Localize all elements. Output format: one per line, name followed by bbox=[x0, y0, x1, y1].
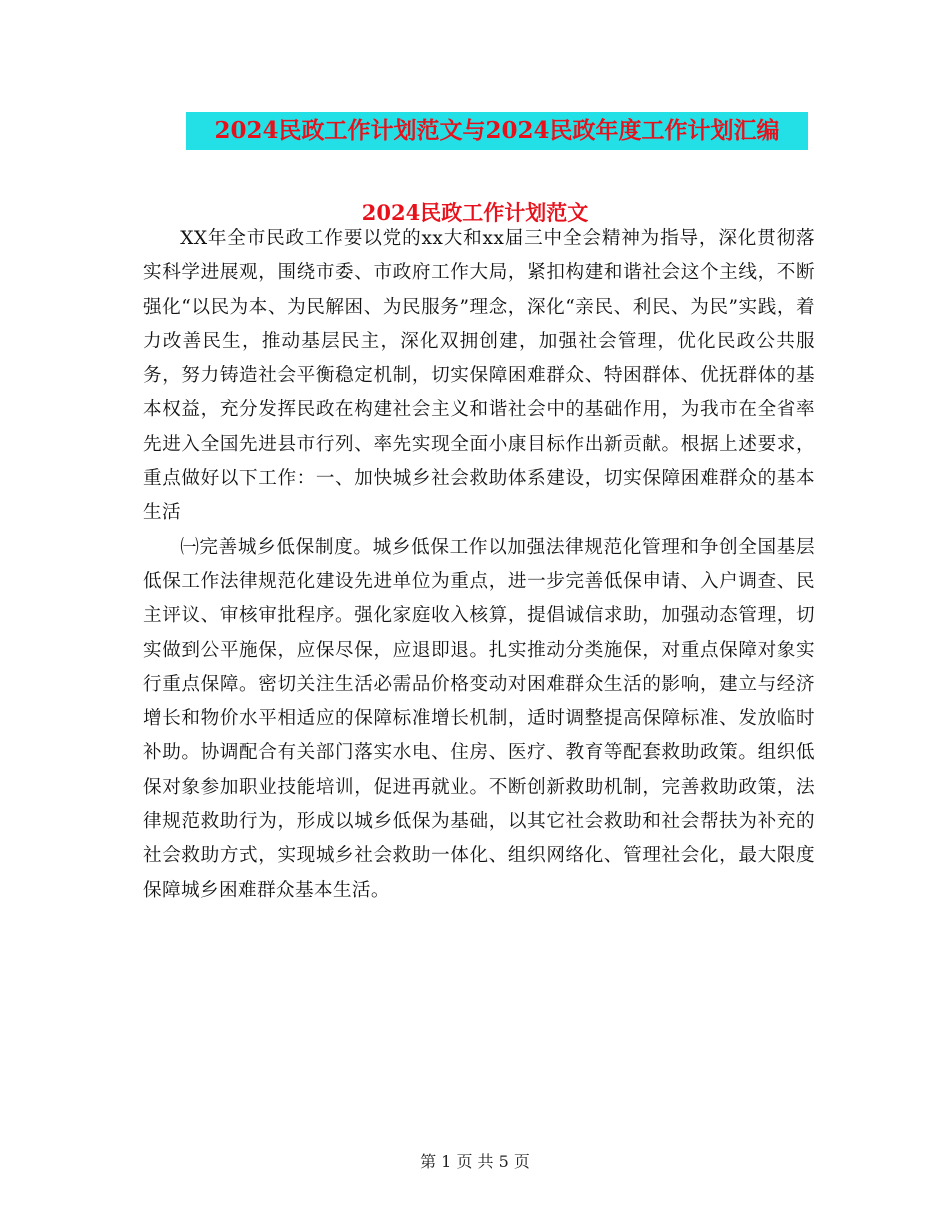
document-title: 2024民政工作计划范文与2024民政年度工作计划汇编 bbox=[186, 112, 808, 150]
paragraph-intro: XX年全市民政工作要以党的xx大和xx届三中全会精神为指导，深化贯彻落实科学进展观，围绕市委、市政府工作大局，紧扣构建和谐社会这个主线，不断强化“以民为本、为民解困、为民服务”理念，深化“亲民、利民、为民”实践，着力改善民生，推动基层民主，深化双拥创建，加强社会管理，优化民政公共服务，努力铸造社会平衡稳定机制，切实保障困难群众、特困群体、优抚群体的基本权益，充分发挥民政在构建社会主义和谐社会中的基础作用，为我市在全省率先进入全国先进县市行列、率先实现全面小康目标作出新贡献。根据上述要求，重点做好以下工作：一、加快城乡社会救助体系建设，切实保障困难群众的基本生活 bbox=[143, 228, 815, 524]
section-title: 2024民政工作计划范文 bbox=[361, 200, 589, 225]
document-body bbox=[143, 222, 815, 908]
paragraph-low-income-security: ㈠完善城乡低保制度。城乡低保工作以加强法律规范化管理和争创全国基层低保工作法律规范化建设先进单位为重点，进一步完善低保申请、入户调查、民主评议、审核审批程序。强化家庭收入核算，提倡诚信求助，加强动态管理，切实做到公平施保，应保尽保，应退即退。扎实推动分类施保，对重点保障对象实行重点保障。密切关注生活必需品价格变动对困难群众生活的影响，建立与经济增长和物价水平相适应的保障标准增长机制，适时调整提高保障标准、发放临时补助。协调配合有关部门落实水电、住房、医疗、教育等配套救助政策。组织低保对象参加职业技能培训，促进再就业。不断创新救助机制，完善救助政策，法律规范救助行为，形成以城乡低保为基础，以其它社会救助和社会帮扶为补充的社会救助方式，实现城乡社会救助一体化、组织网络化、管理社会化，最大限度保障城乡困难群众基本生活。 bbox=[143, 536, 815, 901]
page-number-footer: 第 1 页 共 5 页 bbox=[420, 1152, 530, 1171]
